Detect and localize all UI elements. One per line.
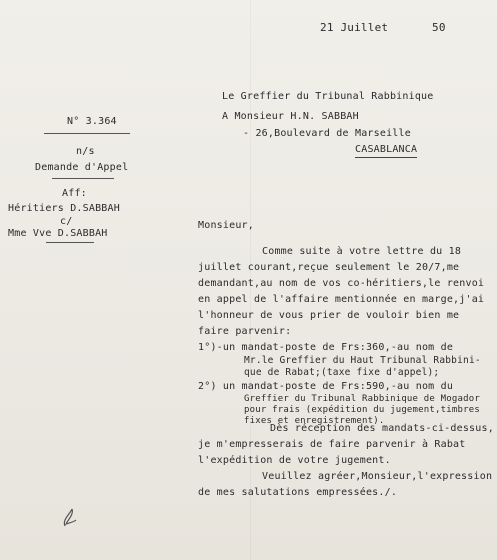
divider [44,133,130,134]
affaire-label: Aff: [62,188,87,199]
paragraph-line: Comme suite à votre lettre du 18 [262,246,462,257]
page-number: 50 [432,21,446,34]
paragraph-line: l'honneur de vous prier de vouloir bien me [198,310,460,321]
recipient-city: CASABLANCA [355,144,417,158]
reference-number: N° 3.364 [67,116,117,127]
paragraph-line: demandant,au nom de vos co-héritiers,le renvoi [198,278,485,289]
closing-line: de mes salutations empressées./. [198,487,398,498]
list-item-line: 1°)-un mandat-poste de Frs:360,-au nom de [198,342,454,353]
list-item-line: fixes et enregistrement). [244,416,385,426]
closing-line: Veuillez agréer,Monsieur,l'expression [262,471,493,482]
handwritten-mark [60,506,80,530]
paragraph-line: je m'empresserais de faire parvenir à Rabat [198,439,466,450]
versus-label: c/ [60,216,73,227]
reference-subject: Demande d'Appel [35,162,129,173]
divider [52,178,114,179]
list-item-line: Greffier du Tribunal Rabbinique de Mogador [244,394,480,404]
divider [46,242,94,243]
paragraph-line: faire parvenir: [198,326,292,337]
list-item-line: Mr.le Greffier du Haut Tribunal Rabbini- [244,355,481,366]
paragraph-line: l'expédition de votre jugement. [198,455,391,466]
sender-title: Le Greffier du Tribunal Rabbinique [222,91,434,102]
party-plaintiff: Héritiers D.SABBAH [8,203,120,214]
list-item-line: 2°) un mandat-poste de Frs:590,-au nom du [198,381,454,392]
paragraph-line: juillet courant,reçue seulement le 20/7,me [198,262,460,273]
list-item-line: que de Rabat;(taxe fixe d'appel); [244,367,440,378]
reference-initials: n/s [76,146,95,157]
recipient-address: - 26,Boulevard de Marseille [243,128,411,139]
party-defendant: Mme Vve D.SABBAH [8,228,108,239]
list-item-line: pour frais (expédition du jugement,timbres [244,405,480,415]
paragraph-line: Dès réception des mandats-ci-dessus, [270,423,494,434]
letter-date: 21 Juillet [320,21,389,34]
recipient-name: A Monsieur H.N. SABBAH [222,111,359,122]
salutation: Monsieur, [198,220,254,231]
paragraph-line: en appel de l'affaire mentionnée en marge,j'ai [198,294,485,305]
